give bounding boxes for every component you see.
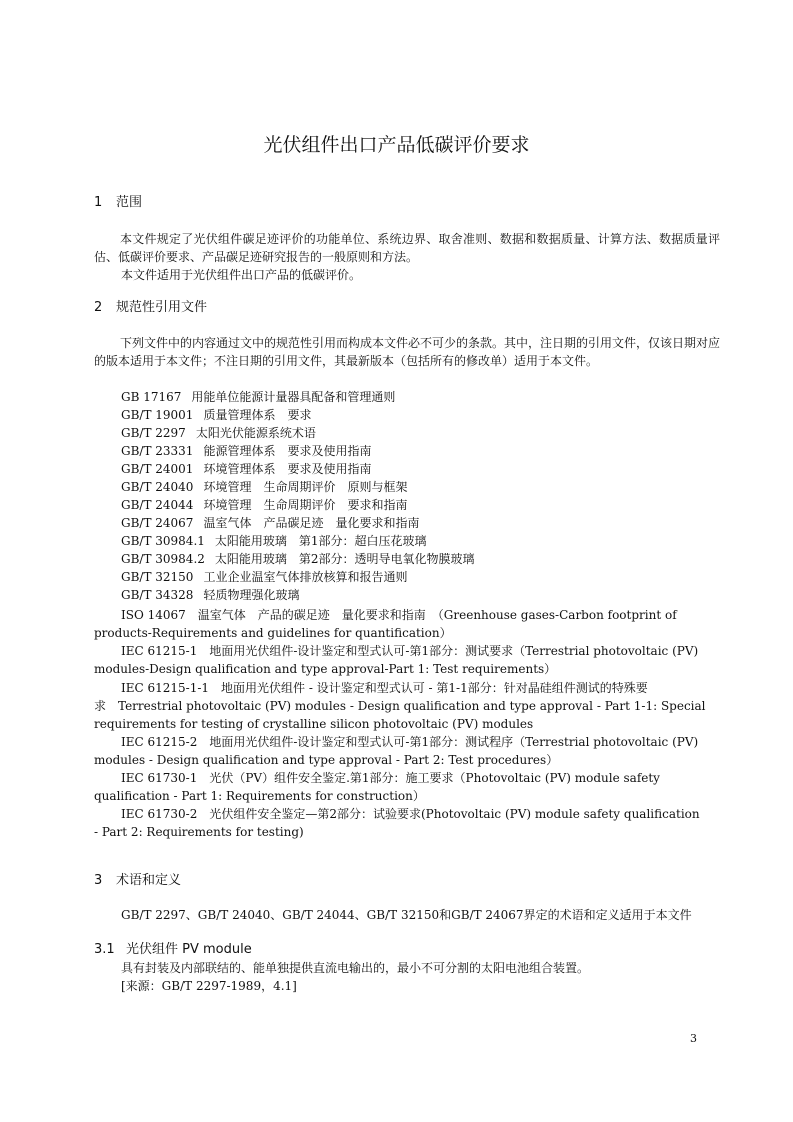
reference-name: 轻质物理强化玻璃 <box>203 588 300 602</box>
reference-item <box>121 442 371 460</box>
reference-name: 温室气体 产品碳足迹 量化要求和指南 <box>203 516 420 530</box>
reference-item <box>121 406 311 424</box>
section-2-heading <box>94 299 207 317</box>
reference-item <box>121 460 371 478</box>
reference-item <box>121 532 427 550</box>
term-source: [来源：GB/T 2297-1989，4.1] <box>121 979 297 993</box>
reference-code: GB/T 32150 <box>121 570 194 584</box>
scope-paragraph-2: 本文件适用于光伏组件出口产品的低碳评价。 <box>121 268 362 282</box>
reference-name: 质量管理体系 要求 <box>203 408 312 422</box>
reference-long-line: IEC 61215-1-1 地面用光伏组件 - 设计鉴定和型式认可 - 第1-1部分：针对晶硅组件测试的特殊要 <box>121 681 648 695</box>
reference-code: GB/T 24001 <box>121 462 194 476</box>
reference-item <box>121 388 395 406</box>
section-number: 2 <box>94 300 103 315</box>
term-definition: 具有封装及内部联结的、能单独提供直流电输出的，最小不可分割的太阳电池组合装置。 <box>121 961 590 975</box>
reference-name: 能源管理体系 要求及使用指南 <box>203 444 372 458</box>
reference-name: 太阳能用玻璃 第2部分：透明导电氧化物膜玻璃 <box>214 552 475 566</box>
page-number: 3 <box>690 1032 697 1045</box>
scope-paragraph-1: 本文件规定了光伏组件碳足迹评价的功能单位、系统边界、取舍准则、数据和数据质量、计算方法、数据质量评估、低碳评价要求、产品碳足迹研究报告的一般原则和方法。 <box>94 232 720 264</box>
reference-name: 环境管理 生命周期评价 要求和指南 <box>203 498 408 512</box>
reference-code: GB/T 19001 <box>121 408 194 422</box>
section-title: 范围 <box>116 195 143 210</box>
term-title: 光伏组件 PV module <box>126 942 252 957</box>
reference-long-line: IEC 61730-1 光伏（PV）组件安全鉴定.第1部分：施工要求（Photovoltaic (PV) module safety <box>121 771 660 785</box>
reference-long-line: IEC 61730-2 光伏组件安全鉴定—第2部分：试验要求(Photovoltaic (PV) module safety qualification <box>121 807 700 821</box>
reference-item <box>121 514 419 532</box>
reference-long-line: qualification - Part 1: Requirements for construction） <box>94 789 425 803</box>
reference-item <box>121 478 407 496</box>
section-1-heading <box>94 194 142 212</box>
section-title: 规范性引用文件 <box>116 300 208 315</box>
reference-long-line: ISO 14067 温室气体 产品的碳足迹 量化要求和指南 （Greenhouse gases-Carbon footprint of <box>121 608 677 622</box>
reference-name: 用能单位能源计量器具配备和管理通则 <box>191 390 396 404</box>
document-title: 光伏组件出口产品低碳评价要求 <box>263 134 530 156</box>
reference-code: GB/T 24040 <box>121 480 194 494</box>
reference-long-line: - Part 2: Requirements for testing) <box>94 825 304 839</box>
section-3-heading <box>94 872 181 890</box>
reference-code: GB/T 30984.1 <box>121 534 205 548</box>
reference-item <box>121 568 407 586</box>
reference-long-line: modules-Design qualification and type approval-Part 1: Test requirements） <box>94 662 557 676</box>
reference-code: GB/T 30984.2 <box>121 552 205 566</box>
section-title: 术语和定义 <box>116 873 182 888</box>
reference-code: GB/T 2297 <box>121 426 186 440</box>
term-number: 3.1 <box>94 942 115 957</box>
reference-item <box>121 550 475 568</box>
reference-item <box>121 496 407 514</box>
reference-code: GB 17167 <box>121 390 182 404</box>
reference-long-line: modules - Design qualification and type approval - Part 2: Test procedures） <box>94 753 559 767</box>
reference-code: GB/T 24044 <box>121 498 194 512</box>
term-3-1-heading <box>94 941 252 959</box>
section-number: 3 <box>94 873 103 888</box>
reference-code: GB/T 34328 <box>121 588 194 602</box>
reference-item <box>121 586 299 604</box>
reference-long-line: 求 Terrestrial photovoltaic (PV) modules - Design qualification and type approval - Part 1-1: Special <box>94 699 706 713</box>
reference-name: 环境管理体系 要求及使用指南 <box>203 462 372 476</box>
reference-code: GB/T 24067 <box>121 516 194 530</box>
references-intro: 下列文件中的内容通过文中的规范性引用而构成本文件必不可少的条款。其中，注日期的引用文件，仅该日期对应的版本适用于本文件；不注日期的引用文件，其最新版本（包括所有的修改单）适用于本文件。 <box>94 336 721 368</box>
reference-name: 太阳光伏能源系统术语 <box>195 426 316 440</box>
reference-long-line: products-Requirements and guidelines for quantification） <box>94 626 452 640</box>
terms-intro: GB/T 2297、GB/T 24040、GB/T 24044、GB/T 32150和GB/T 24067界定的术语和定义适用于本文件 <box>121 908 692 922</box>
reference-item <box>121 424 316 442</box>
reference-name: 环境管理 生命周期评价 原则与框架 <box>203 480 408 494</box>
reference-name: 太阳能用玻璃 第1部分：超白压花玻璃 <box>214 534 427 548</box>
reference-long-line: IEC 61215-2 地面用光伏组件-设计鉴定和型式认可-第1部分：测试程序（Terrestrial photovoltaic (PV) <box>121 735 699 749</box>
reference-long-line: IEC 61215-1 地面用光伏组件-设计鉴定和型式认可-第1部分：测试要求（Terrestrial photovoltaic (PV) <box>121 644 699 658</box>
reference-name: 工业企业温室气体排放核算和报告通则 <box>203 570 408 584</box>
reference-long-line: requirements for testing of crystalline silicon photovoltaic (PV) modules <box>94 717 534 731</box>
section-number: 1 <box>94 195 103 210</box>
reference-code: GB/T 23331 <box>121 444 194 458</box>
